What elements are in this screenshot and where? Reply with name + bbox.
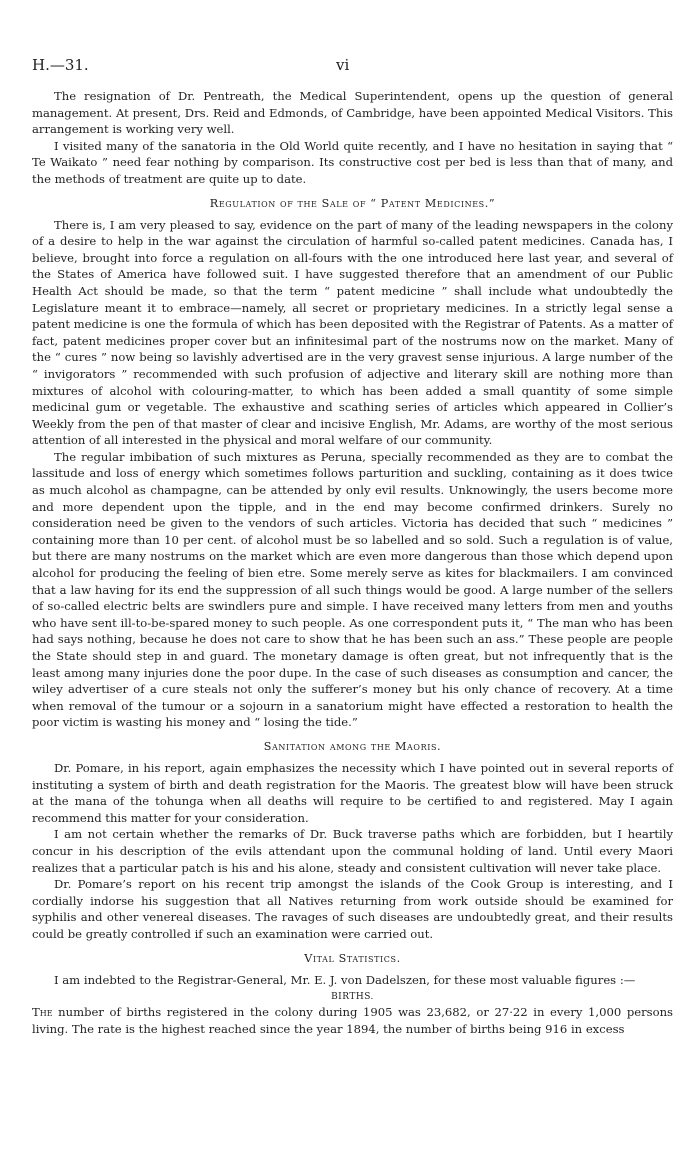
running-header <box>32 56 673 76</box>
document-body <box>32 57 673 1037</box>
paragraph-maoris-2: I am not certain whether the remarks of Dr. Buck traverse paths which are forbidden, but I heartily concur in his description of the evils attendant upon the communal holding of land. Until every Maori realizes that a particular patch is his and his alone, steady and consistent cultivation will never take place. <box>32 827 673 875</box>
paragraph-vital-intro: I am indebted to the Registrar-General, Mr. E. J. von Dadelszen, for these most valuable figures :— <box>54 972 636 987</box>
subheading-births: BIRTHS. <box>331 992 374 1003</box>
paragraph-patent-1: There is, I am very pleased to say, evidence on the part of many of the leading newspapers in the colony of a desire to help in the war against the circulation of harmful so-called patent medicines. Canada has, I believe, brought into force a regulation on all-fours with the one introduced here last year, and several of the States of America have followed suit. I have suggested therefore that an amendment of our Public Health Act should be made, so that the term “ patent medicine ” shall include what undoubtedly the Legislature meant it to embrace—namely, all secret or proprietary medicines. In a strictly legal sense a patent medicine is one the formula of which has been deposited with the Registrar of Patents. As a matter of fact, patent medicines proper cover but an infinitesimal part of the nostrums now on the market. Many of the “ cures ” now being so lavishly advertised are in the very gravest sense injurious. A large number of the “ invigorators ” recommended with such profusion of adjective and literary skill are nothing more than mixtures of alcohol with colouring-matter, to which has been added a small quantity of some simple medicinal gum or vegetable. The exhaustive and scathing series of articles which appeared in Collier’s Weekly from the pen of that master of clear and incisive English, Mr. Adams, are worthy of the most serious attention of all interested in the physical and moral welfare of our community. <box>32 217 673 448</box>
document-reference: H.—31. <box>32 56 89 74</box>
paragraph-births <box>32 1004 673 1037</box>
paragraph-sanatoria: I visited many of the sanatoria in the Old World quite recently, and I have no hesitation in saying that “ Te Waikato ” need fear nothing by comparison. Its constructive cost per bed is less than that of many, and the methods of treatment are quite up to date. <box>32 138 673 186</box>
heading-patent-medicines: Regulation of the Sale of “ Patent Medicines.” <box>209 196 496 210</box>
paragraph-maoris-1: Dr. Pomare, in his report, again emphasizes the necessity which I have pointed out in several reports of instituting a system of birth and death registration for the Maoris. The greatest blow will have been struck at the mana of the tohunga when all deaths will require to be certified to and registered. May I again recommend this matter for your consideration. <box>32 760 673 825</box>
births-first-word: The <box>32 1005 53 1020</box>
page-number: vi <box>336 56 350 74</box>
heading-vital-statistics: Vital Statistics. <box>304 951 401 965</box>
paragraph-management: The resignation of Dr. Pentreath, the Medical Superintendent, opens up the question of general management. At present, Drs. Reid and Edmonds, of Cambridge, have been appointed Medical Visitors. This arrangement is working very well. <box>32 89 673 137</box>
paragraph-patent-2: The regular imbibation of such mixtures as Peruna, specially recommended as they are to combat the lassitude and loss of energy which sometimes follows parturition and suckling, containing as it does twice as much alcohol as champagne, can be attended by only evil results. Unknowingly, the users become more and more dependent upon the tipple, and in the end may become confirmed drinkers. Surely no consideration need be given to the vendors of such articles. Victoria has decided that such “ medicines ” containing more than 10 per cent. of alcohol must be so labelled and so sold. Such a regulation is of value, but there are many nostrums on the market which are even more dangerous than those which depend upon alcohol for producing the feeling of bien etre. Some merely serve as kites for blackmailers. I am convinced that a law having for its end the suppression of all such things would be good. A large number of the sellers of so-called electric belts are swindlers pure and simple. I have received many letters from men and youths who have sent ill-to-be-spared money to such people. As one correspondent puts it, “ The man who has been had says nothing, because he does not care to show that he has been such an ass.” These people are people the State should step in and guard. The monetary damage is often great, but not infrequently that is the least among many injuries done the poor dupe. In the case of such diseases as consumption and cancer, the wiley advertiser of a cure steals not only the sufferer’s money but his only chance of recovery. At a time when removal of the tumour or a sojourn in a sanatorium might have effected a restoration to health the poor victim is wasting his money and “ losing the tide.” <box>32 449 673 730</box>
births-text: number of births registered in the colony during 1905 was 23,682, or 27·22 in every 1,000 persons living. The rate is the highest reached since the year 1894, the number of births being 916 in excess <box>32 1005 673 1036</box>
paragraph-maoris-3: Dr. Pomare’s report on his recent trip amongst the islands of the Cook Group is interesting, and I cordially indorse his suggestion that all Natives returning from work outside should be examined for syphilis and other venereal diseases. The ravages of such diseases are undoubtedly great, and their results could be greatly controlled if such an examination were carried out. <box>32 877 673 941</box>
heading-sanitation-maoris: Sanitation among the Maoris. <box>263 739 442 753</box>
